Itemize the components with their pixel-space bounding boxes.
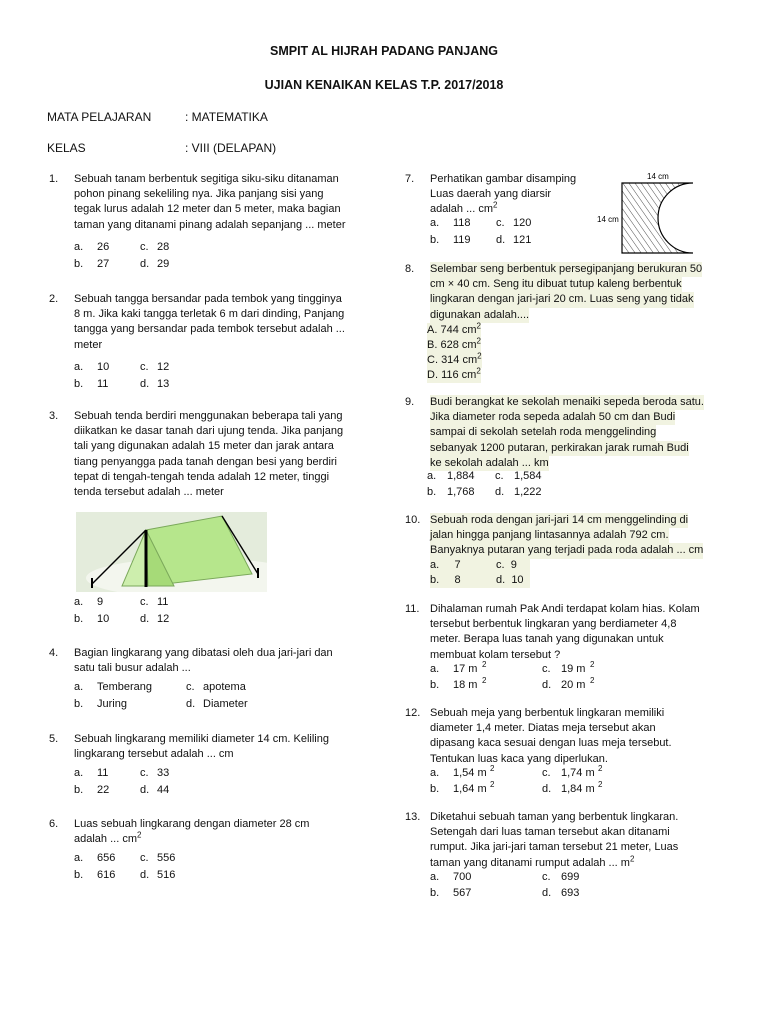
question-text: Sebuah roda dengan jari-jari 14 cm menggelinding di jalan hingga panjang lintasannya adalah 792 cm. Banyaknya putaran yang terjadi pada roda adalah ... cm <box>430 513 703 559</box>
question-text: Luas sebuah lingkarang dengan diameter 28 cm adalah ... $cm^2$ <box>74 818 310 846</box>
question-text: Bagian lingkarang yang dibatasi oleh dua jari-jari dan satu tali busur adalah ... <box>74 647 333 675</box>
subject-value: : MATEMATIKA <box>185 110 268 124</box>
option-b[interactable]: b. 8 <box>430 573 530 588</box>
option-d[interactable]: D. 116 $cm^2$ <box>427 368 481 383</box>
question-number: 6. <box>49 818 59 830</box>
shaded-region-figure <box>595 170 725 256</box>
option-b[interactable]: B. 628 $cm^2$ <box>427 338 481 353</box>
question-text: Sebuah meja yang berbentuk lingkaran memiliki diameter 1,4 meter. Diatas meja tersebut akan dipasang kaca sesuai dengan luas meja tersebut. Tentukan luas kaca yang diperlukan. <box>430 707 672 765</box>
question-text: Diketahui sebuah taman yang berbentuk lingkaran. Setengah dari luas taman tersebut akan ditanami rumput. Jika jari-jari taman tersebut 21 meter, Luas taman yang ditanami rumput adalah ... $m^2$ <box>430 811 679 869</box>
question-number: 4. <box>49 647 59 659</box>
question-number: 3. <box>49 410 59 422</box>
question-number: 1. <box>49 173 59 185</box>
question-text: Sebuah tenda berdiri menggunakan beberapa tali yang diikatkan ke dasar tanah dari ujung tenda. Jika panjang tali yang digunakan adalah 15 meter dan jarak antara tiang penyangga pada tanah dengan besi yang berdiri tepat di tengah-tengah tenda adalah 12 meter, tinggi tenda tersebut adalah ... meter <box>74 410 344 499</box>
class-label: KELAS <box>47 141 86 155</box>
question-text: Sebuah tangga bersandar pada tembok yang tingginya 8 m. Jika kaki tangga terletak 6 m dari dinding, Panjang tangga yang bersandar pada tembok tersebut adalah ... meter <box>74 293 345 351</box>
question-text: Sebuah lingkarang memiliki diameter 14 cm. Keliling lingkarang tersebut adalah ... cm <box>74 733 329 761</box>
option-a[interactable]: A. 744 $cm^2$ <box>427 323 481 338</box>
question-number: 5. <box>49 733 59 745</box>
question-number: 2. <box>49 293 59 305</box>
exam-title: UJIAN KENAIKAN KELAS T.P. 2017/2018 <box>264 78 504 92</box>
question-number: 13. <box>405 811 421 823</box>
question-number: 7. <box>405 173 415 185</box>
tent-figure <box>76 512 267 592</box>
question-number: 8. <box>405 263 415 275</box>
option-c[interactable]: c. 9 <box>496 558 517 573</box>
option-d[interactable]: d. 10 <box>496 573 524 588</box>
question-text: Perhatikan gambar disamping Luas daerah yang diarsir adalah ... $cm^2$ <box>430 173 577 216</box>
question-text: Budi berangkat ke sekolah menaiki sepeda beroda satu. Jika diameter roda sepeda adalah 50 cm dan Budi sampai di sekolah setelah roda menggelinding sebanyak 1200 putaran, perkirakan jarak rumah Budi ke sekolah adalah ... km <box>430 395 704 471</box>
question-text: Dihalaman rumah Pak Andi terdapat kolam hias. Kolam tersebut berbentuk lingkaran yang berdiameter 4,8 meter. Berapa luas tanah yang digunakan untuk membuat kolam tersebut ? <box>430 603 700 661</box>
question-number: 12. <box>405 707 421 719</box>
school-name: SMPIT AL HIJRAH PADANG PANJANG <box>269 44 499 58</box>
option-c[interactable]: C. 314 $cm^2$ <box>427 353 482 368</box>
question-number: 9. <box>405 396 415 408</box>
question-number: 11. <box>405 603 420 615</box>
question-text: Sebuah tanam berbentuk segitiga siku-siku ditanaman pohon pinang sekeliling nya. Jika panjang sisi yang tegak lurus adalah 12 meter dan 5 meter, maka bagian taman yang ditanami pinang adalah sepanjang ... meter <box>74 173 346 231</box>
question-text: Selembar seng berbentuk persegipanjang berukuran 50 cm × 40 cm. Seng itu dibuat tutup kaleng berbentuk lingkaran dengan jari-jari 20 cm. Luas seng yang tidak digunakan adalah.... <box>430 262 702 323</box>
side-dimension-label: 14 cm <box>597 215 619 224</box>
option-a[interactable]: a. 7 <box>430 558 530 573</box>
subject-label: MATA PELAJARAN <box>47 110 152 124</box>
class-value: : VIII (DELAPAN) <box>185 141 277 155</box>
top-dimension-label: 14 cm <box>647 172 669 181</box>
question-number: 10. <box>405 514 421 526</box>
